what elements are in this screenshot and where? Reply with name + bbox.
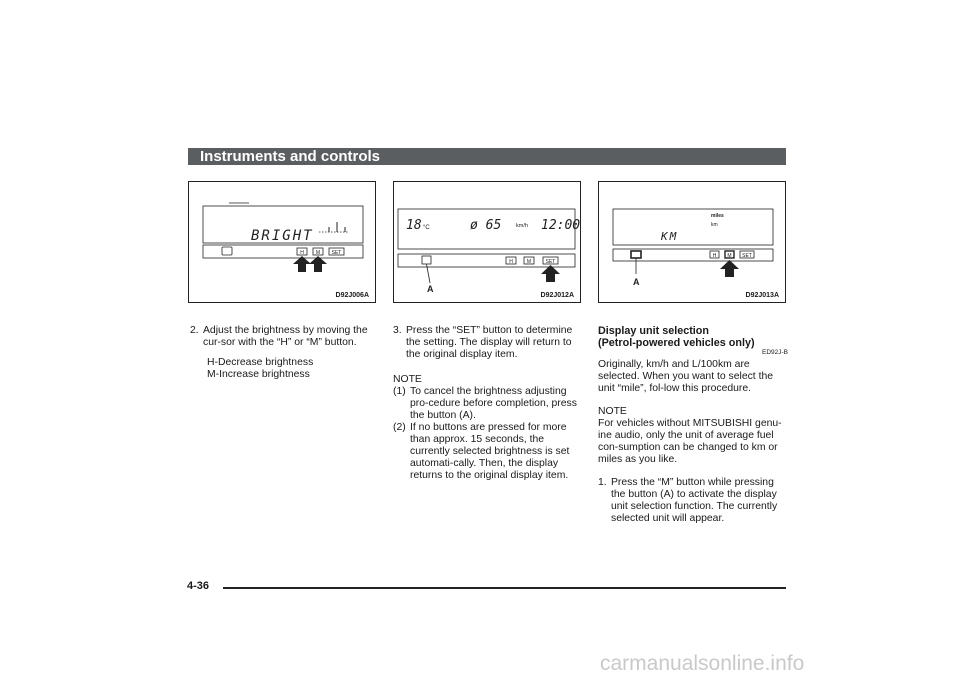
section-title: Instruments and controls (200, 148, 381, 165)
note-number: (2) (393, 422, 406, 433)
note-text: To cancel the brightness adjusting pro-cedure before completion, press the button (A). (410, 386, 577, 421)
section-heading: Display unit selection (598, 325, 709, 337)
step-number: 3. (393, 325, 402, 336)
figure-label: D92J013A (745, 292, 779, 299)
h-button-label: H (509, 259, 513, 265)
button-a (222, 247, 232, 255)
lcd-temperature: 18 (406, 218, 422, 233)
step-number: 1. (598, 477, 607, 488)
figure-unit-selection-illustration (599, 182, 787, 304)
note-heading: NOTE (393, 374, 422, 385)
step-1 (598, 477, 788, 525)
button-a (422, 256, 431, 264)
figure-set-button-illustration (394, 182, 582, 304)
lcd-clock: 12:00 (541, 218, 581, 233)
step-text: Press the “SET” button to determine the setting. The display will return to the original display item. (406, 325, 573, 360)
note-item (393, 422, 583, 482)
lcd-unit-text: KM (661, 230, 679, 243)
note-item (393, 386, 583, 422)
page-number: 4-36 (187, 580, 210, 592)
watermark: carmanualsonline.info (600, 652, 805, 675)
lcd-speed-unit: km/h (516, 223, 528, 229)
lcd-km-label: km (711, 222, 718, 228)
m-button-label: M (315, 250, 321, 256)
h-button-label: H (300, 250, 304, 256)
column-1 (190, 325, 380, 381)
arrow-up-icon (720, 260, 739, 277)
figure-brightness (188, 181, 376, 303)
intro-paragraph: Originally, km/h and L/100km are selected. When you want to select the unit “mile”, fol-low this procedure. (598, 359, 774, 394)
column-2 (393, 325, 583, 482)
lcd-bright-text: BRIGHT (251, 228, 314, 244)
step-2 (190, 325, 380, 349)
figure-label: D92J012A (540, 292, 574, 299)
h-button-label: H (712, 253, 717, 259)
note-text: For vehicles without MITSUBISHI genu-ine audio, only the unit of average fuel con-sumption can be changed to km or miles as you like. (598, 418, 782, 465)
figure-unit-selection (598, 181, 786, 303)
arrow-up-icon (541, 265, 560, 282)
step-3 (393, 325, 583, 361)
lcd-temperature-unit: °C (423, 225, 430, 231)
callout-a: A (633, 277, 640, 287)
set-button-label: SET (545, 259, 556, 265)
figure-brightness-illustration (189, 182, 377, 304)
callout-a: A (427, 284, 434, 294)
button-a (631, 251, 641, 258)
column-3 (598, 325, 788, 525)
note-heading: NOTE (598, 406, 627, 417)
button-descriptions (190, 357, 380, 381)
section-header (188, 148, 786, 165)
lcd-miles-label: miles (711, 213, 724, 219)
set-button-label: SET (331, 250, 342, 256)
step-text: Adjust the brightness by moving the cur-sor with the “H” or “M” button. (203, 325, 368, 348)
set-button-label: SET (742, 253, 752, 259)
step-text: Press the “M” button while pressing the button (A) to activate the display unit selection function. The currently selected unit will appear. (611, 477, 778, 524)
note-number: (1) (393, 386, 406, 397)
section-subheading: (Petrol-powered vehicles only) (598, 337, 755, 349)
footer-rule (223, 587, 786, 589)
m-description: M-Increase brightness (207, 369, 310, 380)
step-number: 2. (190, 325, 199, 336)
m-button-label: M (727, 253, 732, 259)
section-code: ED92J-B (761, 349, 788, 356)
h-description: H-Decrease brightness (207, 357, 314, 368)
figure-label: D92J006A (335, 292, 369, 299)
figure-set-button (393, 181, 581, 303)
note-text: If no buttons are pressed for more than approx. 15 seconds, the currently selected brightness is set automati-cally. Then, the display returns to the original display item. (410, 422, 570, 481)
lcd-speed: ø 65 (470, 218, 502, 233)
m-button-label: M (526, 259, 532, 265)
